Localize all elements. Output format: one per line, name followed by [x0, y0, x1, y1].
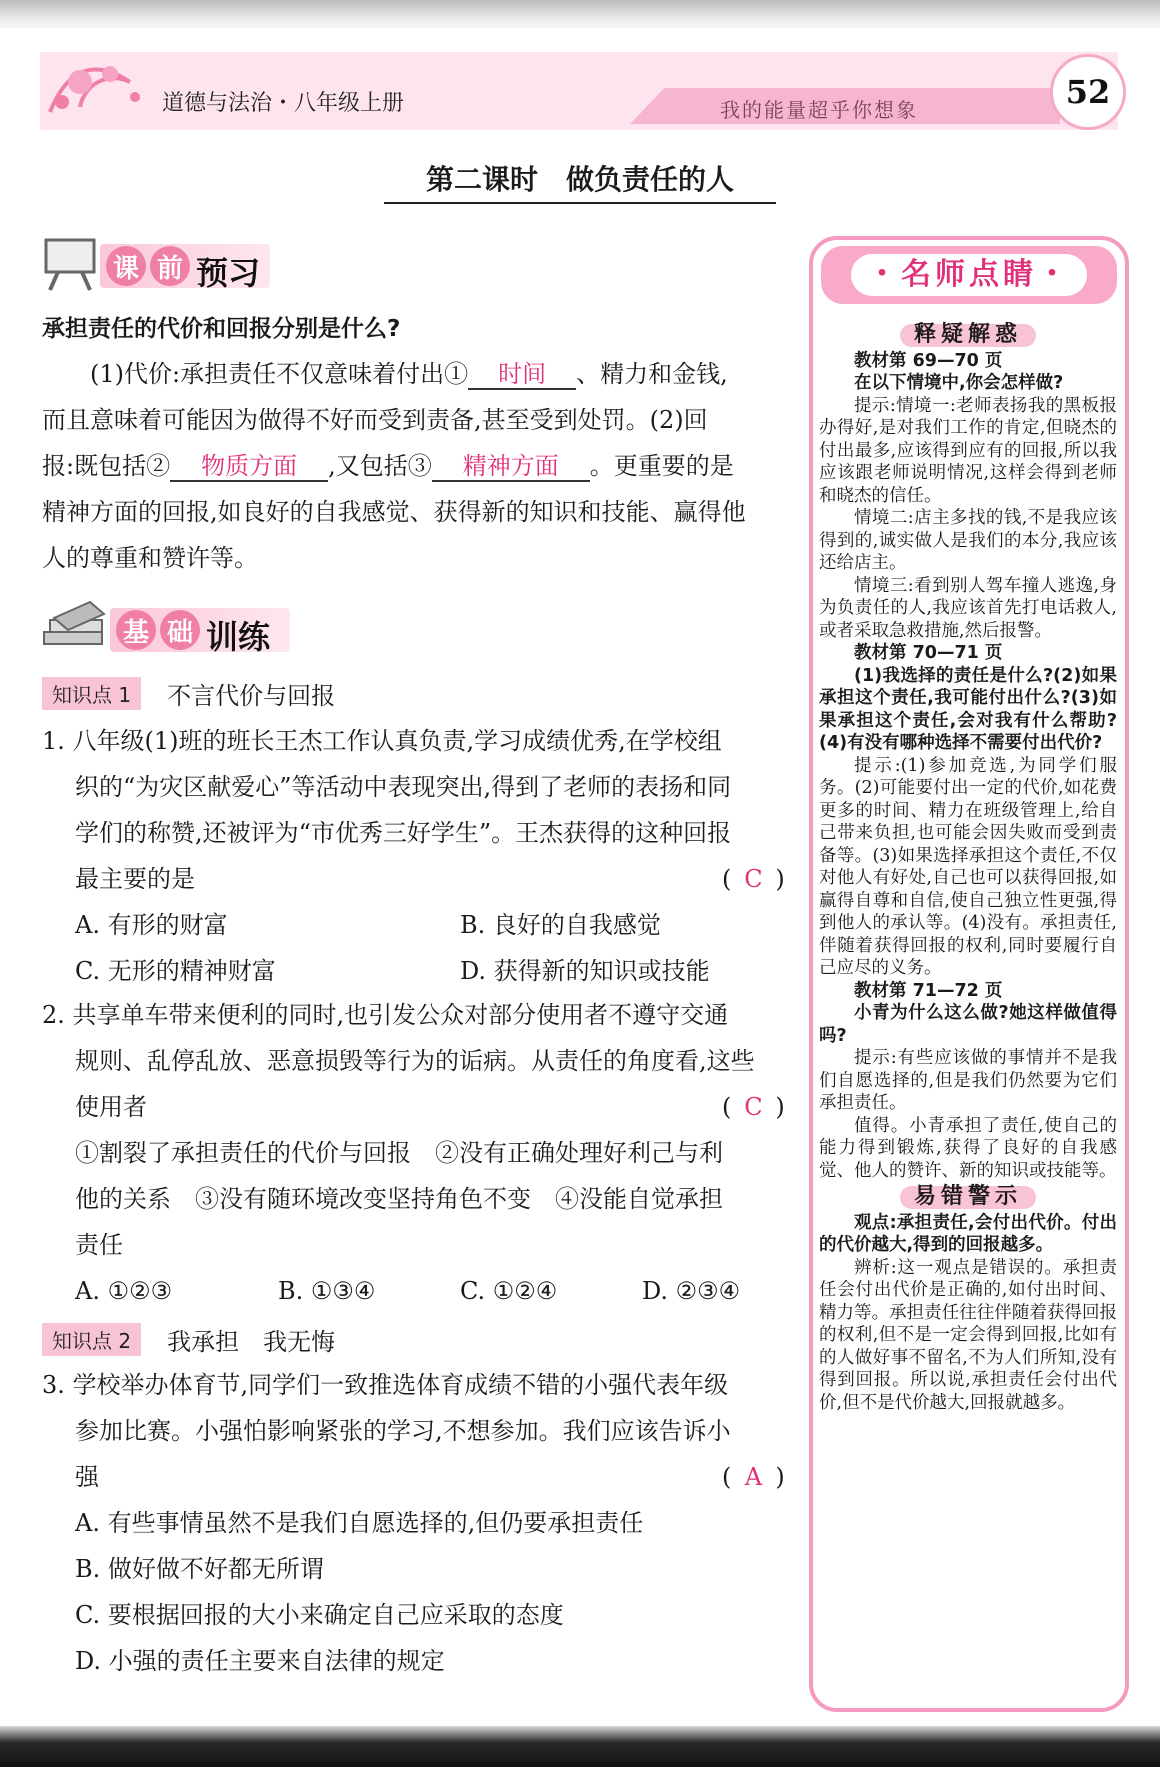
question-2-line: 规则、乱停乱放、恶意损毁等行为的诟病。从责任的角度看,这些 [75, 1047, 755, 1075]
option: B. 做好做不好都无所谓 [75, 1555, 324, 1583]
sidebar-hint: 情境二:店主多找的钱,不是我应该得到的,诚实做人是我们的本分,我应该还给店主。 [819, 508, 1117, 573]
option: C. ①②④ [460, 1277, 558, 1305]
training-section-badge [40, 598, 310, 656]
sidebar-subheading: 易错警示 [819, 1186, 1117, 1210]
preview-paragraph-line: (1)代价:承担责任不仅意味着付出① 时间 、精力和金钱, [90, 360, 728, 388]
preview-section-badge [40, 234, 300, 292]
preview-paragraph-line: 精神方面的回报,如良好的自我感觉、获得新的知识和技能、赢得他 [42, 498, 746, 526]
sidebar-subheading: 释疑解惑 [819, 324, 1117, 348]
sidebar-hint: 提示:情境一:老师表扬我的黑板报办得好,是对我们工作的肯定,但晓杰的付出最多,应该得到应有的回报,所以我应该跟老师说明情况,这样会得到老师和晓杰的信任。 [819, 395, 1117, 506]
preview-paragraph-line: 报:既包括② 物质方面 ,又包括③ 精神方面 。更重要的是 [42, 452, 734, 480]
question-1-line: 1. 八年级(1)班的班长王杰工作认真负责,学习成绩优秀,在学校组 [42, 727, 722, 755]
statement-line: ①割裂了承担责任的代价与回报 ②没有正确处理好利己与利 [75, 1139, 723, 1167]
question-3-line: 3. 学校举办体育节,同学们一致推选体育成绩不错的小强代表年级 [42, 1371, 729, 1399]
answer-blank-2: 物质方面 [170, 452, 328, 482]
book-title: 道德与法治・八年级上册 [162, 91, 405, 116]
question-1-answer: C [744, 865, 763, 893]
option: D. 小强的责任主要来自法律的规定 [75, 1647, 445, 1675]
sidebar-question: 在以下情境中,你会怎样做? [854, 373, 1064, 393]
knowledge-point-tag: 知识点 1 [42, 677, 141, 710]
option: D. ②③④ [642, 1277, 741, 1305]
question-1-line: 最主要的是 [75, 865, 195, 893]
preview-question: 承担责任的代价和回报分别是什么? [42, 316, 401, 342]
option: C. 无形的精神财富 [75, 957, 276, 985]
badge-char: 基 [116, 610, 156, 650]
knowledge-point-1 [42, 676, 335, 711]
badge-char: 础 [160, 610, 200, 650]
page-number: 52 [1050, 54, 1126, 130]
sidebar-header [821, 246, 1117, 304]
flower-ornament-icon [40, 52, 160, 130]
textbook-ref: 教材第 70—71 页 [854, 643, 1003, 663]
preview-paragraph-line: 而且意味着可能因为做得不好而受到责备,甚至受到处罚。(2)回 [42, 406, 708, 434]
sidebar-hint: 提示:有些应该做的事情并不是我们自愿选择的,但是我们仍然要为它们承担责任。 [819, 1048, 1117, 1113]
textbook-ref: 教材第 69—70 页 [854, 350, 1003, 371]
knowledge-point-tag: 知识点 2 [42, 1323, 141, 1356]
sidebar-question: 小青为什么这么做?她这样做值得吗? [819, 1003, 1117, 1046]
question-2-line: 2. 共享单车带来便利的同时,也引发公众对部分使用者不遵守交通 [42, 1001, 729, 1029]
knowledge-point-2 [42, 1322, 335, 1357]
slogan-text: 我的能量超乎你想象 [720, 98, 918, 122]
sidebar-question: (1)我选择的责任是什么?(2)如果承担这个责任,我可能付出什么?(3)如果承担这个责任,会对我有什么帮助?(4)有没有哪种选择不需要付出代价? [819, 665, 1117, 753]
knowledge-point-title: 不言代价与回报 [167, 682, 336, 710]
option: A. ①②③ [75, 1277, 173, 1305]
preview-paragraph-line: 人的尊重和赞许等。 [42, 544, 258, 572]
statement-line: 他的关系 ③没有随环境改变坚持角色不变 ④没能自觉承担 [75, 1185, 723, 1213]
books-icon [40, 598, 110, 656]
question-2-line: 使用者 [75, 1093, 147, 1121]
option: C. 要根据回报的大小来确定自己应采取的态度 [75, 1601, 564, 1629]
badge-label: 预习 [196, 254, 261, 292]
lesson-title: 第二课时 做负责任的人 [384, 158, 776, 204]
sidebar-body [819, 320, 1117, 1414]
question-1-line: 学们的称赞,还被评为“市优秀三好学生”。王杰获得的这种回报 [75, 819, 732, 847]
sidebar-viewpoint: 观点:承担责任,会付出代价。付出的代价越大,得到的回报越多。 [819, 1212, 1117, 1255]
sidebar-analysis: 辨析:这一观点是错误的。承担责任会付出代价是正确的,如付出时间、精力等。承担责任往往伴随着获得回报的权利,但不是一定会得到回报,比如有的人做好事不留名,不为人们所知,没有得到回报。所以说,承担责任会付出代价,但不是代价越大,回报就越多。 [819, 1257, 1117, 1413]
option: A. 有形的财富 [75, 911, 228, 939]
badge-char: 前 [150, 246, 190, 286]
sidebar-hint: 值得。小青承担了责任,使自己的能力得到锻炼,获得了良好的自我感觉、他人的赞许、新的知识或技能等。 [819, 1115, 1117, 1181]
question-3-line: 强 [75, 1463, 99, 1491]
answer-parens: ( C ) [722, 1093, 785, 1121]
statement-line: 责任 [75, 1231, 123, 1259]
question-3-line: 参加比赛。小强怕影响紧张的学习,不想参加。我们应该告诉小 [75, 1417, 731, 1445]
sidebar-hint: 提示:(1)参加竞选,为同学们服务。(2)可能要付出一定的代价,如花费更多的时间、精力在班级管理上,给自己带来负担,也可能会因失败而受到责备等。(3)如果选择承担这个责任,不仅对他人有好处,自己也可以获得回报,如赢得自尊和自信,使自己独立性更强,得到他人的承认等。(4)没有。承担责任,伴随着获得回报的权利,同时要履行自己应尽的义务。 [819, 755, 1117, 978]
badge-label: 训练 [206, 618, 271, 656]
teacher-tips-sidebar [809, 236, 1129, 1712]
top-shadow-bar [0, 0, 1160, 28]
option: B. ①③④ [278, 1277, 376, 1305]
easel-icon [40, 234, 100, 292]
option: A. 有些事情虽然不是我们自愿选择的,但仍要承担责任 [75, 1509, 644, 1537]
badge-char: 课 [106, 246, 146, 286]
answer-blank-1: 时间 [468, 360, 576, 390]
knowledge-point-title: 我承担 我无悔 [167, 1328, 336, 1356]
question-1-line: 织的“为灾区献爱心”等活动中表现突出,得到了老师的表扬和同 [75, 773, 732, 801]
sidebar-hint: 情境三:看到别人驾车撞人逃逸,身为负责任的人,我应该首先打电话救人,或者采取急救措施,然后报警。 [819, 575, 1117, 641]
bottom-shadow-bar [0, 1726, 1160, 1767]
option: B. 良好的自我感觉 [460, 911, 661, 939]
answer-blank-3: 精神方面 [432, 452, 590, 482]
answer-parens: ( C ) [722, 865, 785, 893]
answer-parens: ( A ) [722, 1463, 785, 1491]
sidebar-title: ・名师点睛・ [851, 254, 1087, 296]
question-3-answer: A [744, 1463, 763, 1491]
textbook-ref: 教材第 71—72 页 [854, 980, 1003, 1001]
question-2-answer: C [744, 1093, 763, 1121]
option: D. 获得新的知识或技能 [460, 957, 710, 985]
